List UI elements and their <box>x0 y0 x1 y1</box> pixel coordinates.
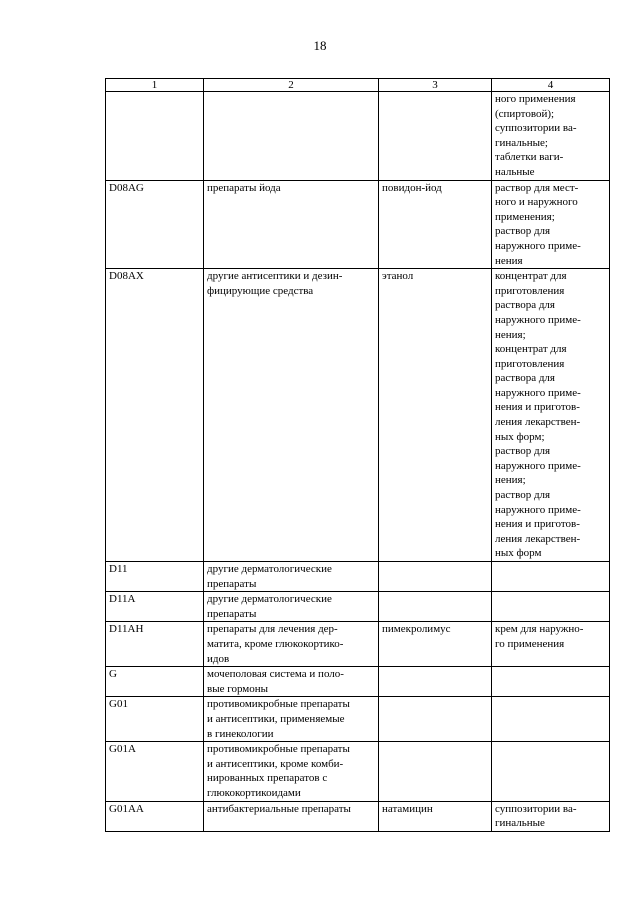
table-row <box>106 269 610 562</box>
group-cell: антибактериальные препараты <box>204 801 379 831</box>
code-cell: D11 <box>106 562 204 592</box>
code-cell: G01A <box>106 742 204 801</box>
column-header-3: 3 <box>379 79 492 92</box>
group-cell: противомикробные препараты и антисептики, кроме комби- нированных препаратов с глюкокортикоидами <box>204 742 379 801</box>
substance-cell <box>379 92 492 181</box>
form-cell: концентрат для приготовления раствора для наружного приме- нения; концентрат для приготовления раствора для наружного приме- нения и приготов- ления лекарствен- ных форм; раствор для наружного приме- нения; раствор для наружного приме- нения и приготов- ления лекарствен- ных форм <box>492 269 610 562</box>
code-cell: D11AH <box>106 622 204 667</box>
code-cell: G01AA <box>106 801 204 831</box>
table-row <box>106 622 610 667</box>
group-cell: препараты для лечения дер- матита, кроме глюкокортико- идов <box>204 622 379 667</box>
form-cell: ного применения (спиртовой); суппозитории ва- гинальные; таблетки ваги- нальные <box>492 92 610 181</box>
column-header-4: 4 <box>492 79 610 92</box>
code-cell: D08AG <box>106 180 204 269</box>
substance-cell: натамицин <box>379 801 492 831</box>
substance-cell <box>379 592 492 622</box>
group-cell <box>204 92 379 181</box>
group-cell: другие дерматологические препараты <box>204 562 379 592</box>
form-cell <box>492 667 610 697</box>
form-cell <box>492 592 610 622</box>
form-cell: суппозитории ва- гинальные <box>492 801 610 831</box>
group-cell: противомикробные препараты и антисептики, применяемые в гинекологии <box>204 697 379 742</box>
table-row <box>106 801 610 831</box>
table-row <box>106 742 610 801</box>
substance-cell: повидон-йод <box>379 180 492 269</box>
substance-cell <box>379 742 492 801</box>
table-row <box>106 667 610 697</box>
form-cell <box>492 742 610 801</box>
column-header-1: 1 <box>106 79 204 92</box>
form-cell: крем для наружно- го применения <box>492 622 610 667</box>
code-cell <box>106 92 204 181</box>
table-row <box>106 92 610 181</box>
code-cell: G01 <box>106 697 204 742</box>
form-cell <box>492 562 610 592</box>
table-row <box>106 697 610 742</box>
group-cell: препараты йода <box>204 180 379 269</box>
table-row <box>106 592 610 622</box>
code-cell: D11A <box>106 592 204 622</box>
substance-cell <box>379 562 492 592</box>
group-cell: мочеполовая система и поло- вые гормоны <box>204 667 379 697</box>
code-cell: D08AX <box>106 269 204 562</box>
table-row <box>106 562 610 592</box>
substance-cell <box>379 697 492 742</box>
table-header-row <box>106 79 610 92</box>
group-cell: другие дерматологические препараты <box>204 592 379 622</box>
drug-classification-table <box>105 78 610 832</box>
code-cell: G <box>106 667 204 697</box>
table-row <box>106 180 610 269</box>
form-cell: раствор для мест- ного и наружного применения; раствор для наружного приме- нения <box>492 180 610 269</box>
column-header-2: 2 <box>204 79 379 92</box>
form-cell <box>492 697 610 742</box>
page-number: 18 <box>313 38 327 53</box>
substance-cell: пимекролимус <box>379 622 492 667</box>
substance-cell <box>379 667 492 697</box>
group-cell: другие антисептики и дезин- фицирующие средства <box>204 269 379 562</box>
substance-cell: этанол <box>379 269 492 562</box>
